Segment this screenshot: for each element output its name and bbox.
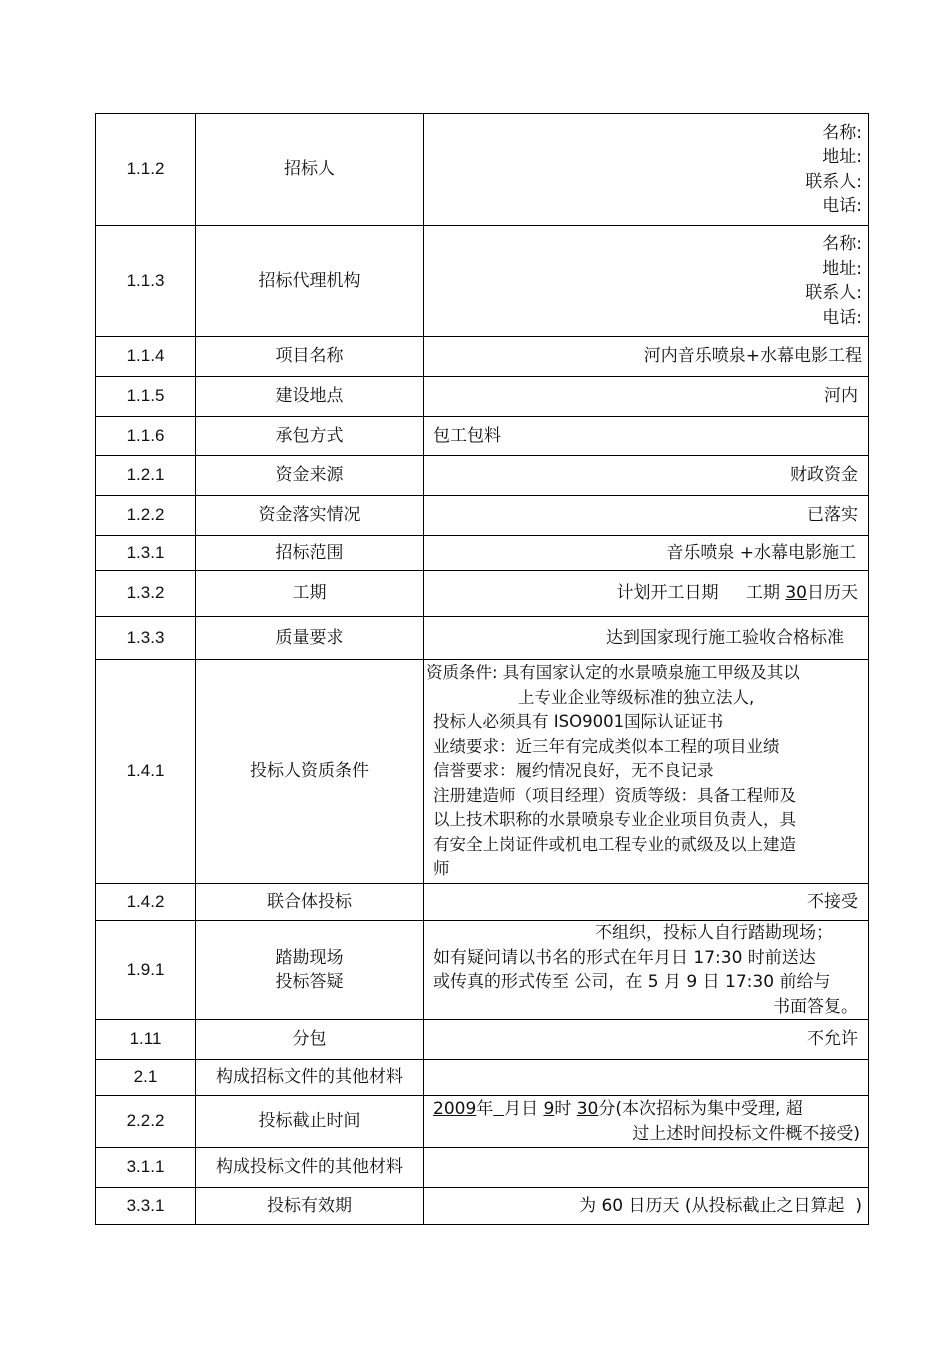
- clause-name: 招标代理机构: [196, 226, 424, 337]
- clause-name: 投标有效期: [196, 1188, 424, 1225]
- clause-number: 1.1.3: [96, 226, 196, 337]
- clause-content: 不接受: [424, 884, 869, 921]
- deadline-line: [433, 1097, 860, 1122]
- clause-number: 1.1.2: [96, 114, 196, 226]
- clause-name: 分包: [196, 1020, 424, 1060]
- clause-content: 财政资金: [424, 456, 869, 496]
- bid-qa-label: 投标答疑: [275, 972, 344, 992]
- clause-number: 1.1.4: [96, 337, 196, 377]
- clause-number: 1.3.1: [96, 536, 196, 571]
- site-visit-line: 或传真的形式传至 公司，在 5 月 9 日 17:30 前给与: [433, 972, 831, 992]
- duration-value: 30: [785, 583, 807, 604]
- clause-content: 为 60 日历天 (从投标截止之日算起 ): [424, 1188, 869, 1225]
- table-row: [96, 377, 869, 417]
- clause-name: 投标截止时间: [196, 1096, 424, 1148]
- clause-number: 1.1.6: [96, 417, 196, 456]
- clause-content: 已落实: [424, 496, 869, 536]
- deadline-year-unit: 年: [476, 1099, 494, 1119]
- clause-content: [424, 660, 869, 884]
- table-row: [96, 417, 869, 456]
- deadline-year: 2009: [433, 1099, 477, 1119]
- clause-content: [424, 114, 869, 226]
- site-visit-label: 踏勘现场: [275, 947, 344, 968]
- table-row: [96, 1060, 869, 1096]
- qualification-line: 业绩要求：近三年有完成类似本工程的项目业绩: [433, 736, 780, 756]
- clause-name: 投标人资质条件: [196, 660, 424, 884]
- clause-name: 联合体投标: [196, 884, 424, 921]
- qualification-line: 上专业企业等级标准的独立法人,: [518, 687, 755, 707]
- site-visit-line: 如有疑问请以书名的形式在年月日 17:30 时前送达: [433, 947, 816, 968]
- clause-number: 1.4.1: [96, 660, 196, 884]
- clause-name: 构成投标文件的其他材料: [196, 1148, 424, 1188]
- table-row: [96, 884, 869, 921]
- table-row: [96, 1020, 869, 1060]
- qualification-line: 注册建造师（项目经理）资质等级：具备工程师及: [433, 785, 796, 805]
- clause-name: [196, 921, 424, 1020]
- clause-number: 3.3.1: [96, 1188, 196, 1225]
- table-row: [96, 337, 869, 377]
- bid-data-table: [95, 113, 869, 1225]
- clause-name: 构成招标文件的其他材料: [196, 1060, 424, 1096]
- clause-number: 2.1: [96, 1060, 196, 1096]
- table-row: [96, 456, 869, 496]
- clause-content: [424, 1148, 869, 1188]
- clause-number: 1.3.3: [96, 617, 196, 660]
- clause-number: 1.4.2: [96, 884, 196, 921]
- qualification-line: 资质条件: 具有国家认定的水景喷泉施工甲级及其以: [426, 663, 800, 683]
- contact-phone-label: 电话:: [822, 196, 862, 216]
- contact-name-label: 名称:: [822, 122, 862, 143]
- qualification-line: 信誉要求：履约情况良好，无不良记录: [433, 761, 714, 781]
- deadline-minute: 30: [576, 1099, 599, 1119]
- table-row: [96, 617, 869, 660]
- clause-content: [424, 226, 869, 337]
- contact-person-label: 联系人:: [805, 171, 862, 192]
- clause-content: 音乐喷泉 +水幕电影施工: [424, 536, 869, 571]
- clause-number: 3.1.1: [96, 1148, 196, 1188]
- planned-start-label: 计划开工日期: [616, 583, 719, 604]
- table-row: [96, 660, 869, 884]
- clause-number: 1.1.5: [96, 377, 196, 417]
- clause-content: [424, 571, 869, 617]
- clause-number: 1.9.1: [96, 921, 196, 1020]
- table-row: [96, 1096, 869, 1148]
- clause-name: 项目名称: [196, 337, 424, 377]
- contact-address-label: 地址:: [822, 258, 862, 279]
- clause-content: [424, 1060, 869, 1096]
- clause-name: 资金落实情况: [196, 496, 424, 536]
- qualification-line: 师: [433, 859, 450, 879]
- clause-name: 资金来源: [196, 456, 424, 496]
- clause-content: 达到国家现行施工验收合格标准: [424, 617, 869, 660]
- clause-number: 2.2.2: [96, 1096, 196, 1148]
- contact-name-label: 名称:: [822, 234, 862, 254]
- deadline-note-line2: 过上述时间投标文件概不接受): [632, 1123, 860, 1144]
- clause-name: 招标人: [196, 114, 424, 226]
- clause-content: 河内: [424, 377, 869, 417]
- site-visit-line: 书面答复。: [773, 996, 858, 1017]
- clause-name: 质量要求: [196, 617, 424, 660]
- clause-number: 1.11: [96, 1020, 196, 1060]
- contact-phone-label: 电话:: [822, 307, 862, 328]
- duration-unit: 日历天: [807, 583, 858, 604]
- table-row: [96, 114, 869, 226]
- table-row: [96, 921, 869, 1020]
- clause-number: 1.2.2: [96, 496, 196, 536]
- duration-label: 工期: [745, 583, 780, 604]
- site-visit-line: 不组织，投标人自行踏勘现场；: [595, 923, 833, 943]
- clause-name: 承包方式: [196, 417, 424, 456]
- clause-name: 工期: [196, 571, 424, 617]
- deadline-month-day-unit: 月日: [504, 1099, 539, 1119]
- deadline-month-blank: [493, 1099, 504, 1119]
- table-row: [96, 1148, 869, 1188]
- table-row: [96, 571, 869, 617]
- deadline-hour: 9: [543, 1099, 555, 1119]
- clause-content: 河内音乐喷泉+水幕电影工程: [424, 337, 869, 377]
- qualification-line: 有安全上岗证件或机电工程专业的贰级及以上建造: [433, 834, 796, 854]
- clause-name: 招标范围: [196, 536, 424, 571]
- qualification-line: 投标人必须具有 ISO9001国际认证证书: [433, 712, 724, 732]
- deadline-note: 分(本次招标为集中受理, 超: [598, 1099, 803, 1119]
- deadline-hour-unit: 时: [554, 1099, 572, 1119]
- contact-person-label: 联系人:: [805, 283, 862, 303]
- clause-number: 1.2.1: [96, 456, 196, 496]
- clause-content: [424, 1096, 869, 1148]
- clause-number: 1.3.2: [96, 571, 196, 617]
- clause-content: 包工包料: [424, 417, 869, 456]
- table-row: [96, 1188, 869, 1225]
- clause-name: 建设地点: [196, 377, 424, 417]
- table-row: [96, 226, 869, 337]
- qualification-line: 以上技术职称的水景喷泉专业企业项目负责人，具: [433, 810, 796, 830]
- clause-content: [424, 921, 869, 1020]
- table-row: [96, 496, 869, 536]
- table-row: [96, 536, 869, 571]
- contact-address-label: 地址:: [822, 147, 862, 167]
- clause-content: 不允许: [424, 1020, 869, 1060]
